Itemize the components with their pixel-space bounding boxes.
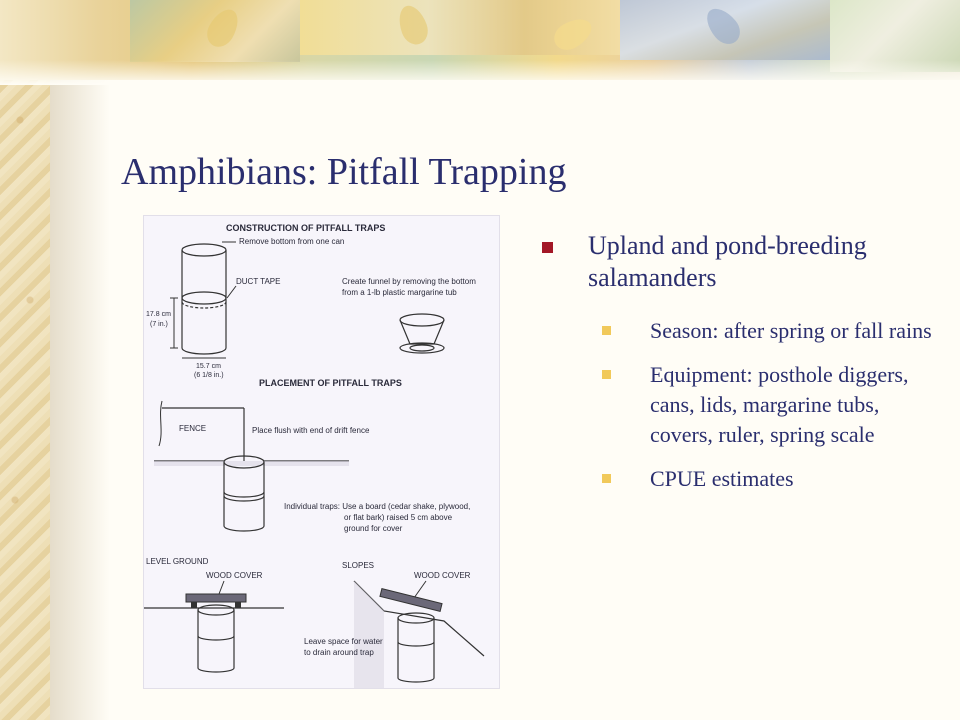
- pitfall-trap-diagram: [143, 215, 500, 689]
- bullet-list: [540, 230, 940, 508]
- sub-bullet-text: Season: after spring or fall rains: [650, 318, 932, 343]
- label-individual-3: ground for cover: [344, 524, 403, 533]
- label-individual-1: Individual traps: Use a board (cedar shake, plywood,: [284, 502, 471, 511]
- square-bullet-icon: [542, 242, 553, 253]
- square-sub-bullet-icon: [602, 474, 611, 483]
- slide-title: Amphibians: Pitfall Trapping: [121, 151, 567, 193]
- label-width-cm: 15.7 cm: [196, 363, 221, 370]
- label-fence: FENCE: [179, 424, 207, 433]
- sub-bullet-item: [540, 464, 940, 494]
- top-decorative-banner: [0, 0, 960, 80]
- bullet-item: [540, 230, 940, 294]
- label-height-in: (7 in.): [150, 321, 168, 328]
- sub-bullet-item: [540, 316, 940, 346]
- level-ground-can: [198, 605, 234, 672]
- slope-can: [398, 613, 434, 682]
- heading-placement: PLACEMENT OF PITFALL TRAPS: [259, 378, 402, 388]
- can-stack: [182, 244, 226, 354]
- label-wood-cover-2: WOOD COVER: [414, 571, 471, 580]
- funnel-tub: [400, 314, 444, 353]
- label-leave-space-2: to drain around trap: [304, 648, 374, 657]
- label-height-cm: 17.8 cm: [146, 311, 171, 318]
- left-shadow: [50, 78, 110, 720]
- square-sub-bullet-icon: [602, 370, 611, 379]
- label-funnel-2: from a 1-lb plastic margarine tub: [342, 288, 457, 297]
- placed-can: [224, 456, 264, 531]
- bullet-text: Upland and pond-breeding salamanders: [588, 231, 867, 292]
- sub-bullet-text: CPUE estimates: [650, 466, 794, 491]
- pitfall-trap-drawing: [144, 216, 499, 688]
- label-slopes: SLOPES: [342, 561, 375, 570]
- label-wood-cover-1: WOOD COVER: [206, 571, 263, 580]
- heading-construction: CONSTRUCTION OF PITFALL TRAPS: [226, 223, 386, 233]
- label-width-in: (6 1/8 in.): [194, 372, 224, 379]
- label-funnel-1: Create funnel by removing the bottom: [342, 277, 476, 286]
- square-sub-bullet-icon: [602, 326, 611, 335]
- label-leave-space-1: Leave space for water: [304, 637, 383, 646]
- label-remove-bottom: Remove bottom from one can: [239, 237, 345, 246]
- sub-bullet-item: [540, 360, 940, 450]
- label-individual-2: or flat bark) raised 5 cm above: [344, 513, 453, 522]
- label-place-flush: Place flush with end of drift fence: [252, 426, 370, 435]
- sub-bullet-text: Equipment: posthole diggers, cans, lids, margarine tubs, covers, ruler, spring scale: [650, 362, 909, 447]
- label-duct-tape: DUCT TAPE: [236, 277, 281, 286]
- left-texture-strip: [0, 0, 50, 720]
- label-level-ground: LEVEL GROUND: [146, 557, 209, 566]
